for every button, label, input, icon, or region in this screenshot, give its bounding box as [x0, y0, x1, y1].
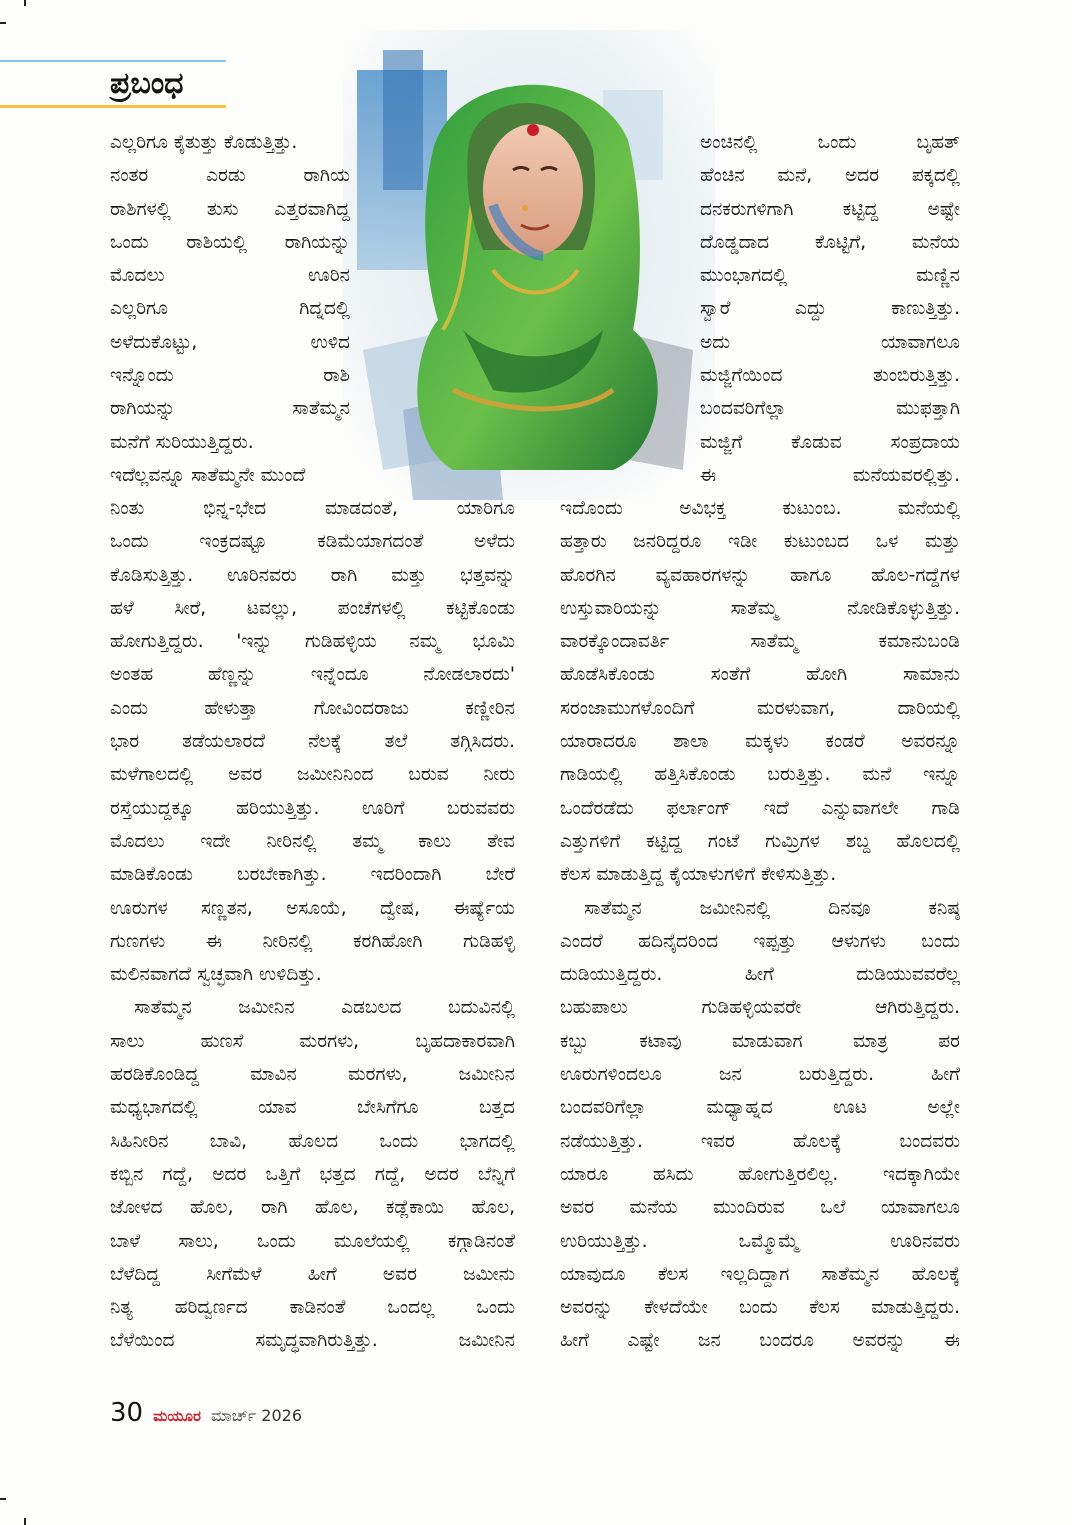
text-line: ಹೊಡೆಸಿಕೊಂಡು ಸಂತೆಗೆ ಹೋಗಿ ಸಾಮಾನು [560, 664, 960, 686]
text-line: ಸಾತೆಮ್ಮನ ಜಮೀನಿನಲ್ಲಿ ದಿನವೂ ಕನಿಷ್ಠ [584, 897, 960, 919]
text-line: ಎತ್ತುಗಳಿಗೆ ಕಟ್ಟಿದ್ದ ಗಂಟೆ ಗುಮ್ರಿಗಳ ಶಬ್ದ ಹೊಲದಲ್ಲಿ [560, 830, 960, 852]
text-line: ಯಾವುದೂ ಕೆಲಸ ಇಲ್ಲದಿದ್ದಾಗ ಸಾತೆಮ್ಮನ ಹೊಲಕ್ಕೆ [560, 1263, 960, 1285]
column-right-top [700, 126, 960, 492]
text-line: ಹೋಗುತ್ತಿದ್ದರು. 'ಇನ್ನು ಗುಡಿಹಳ್ಳಿಯ ನಮ್ಮ ಭೂಮಿ [110, 631, 515, 653]
text-line: ಹಳೆ ಸೀರೆ, ಟವಲ್ಲು, ಪಂಚೆಗಳಲ್ಲಿ ಕಟ್ಟಿಕೊಂಡು [110, 597, 515, 619]
crop-mark [24, 1518, 26, 1525]
text-line: ದೊಡ್ಡದಾದ ಕೊಟ್ಟಿಗೆ, ಮನೆಯ [700, 231, 960, 253]
text-line: ಕೆಲಸ ಮಾಡುತ್ತಿದ್ದ ಕೈಯಾಳುಗಳಿಗೆ ಕೇಳಿಸುತ್ತಿತ್ತು. [560, 864, 837, 886]
text-line: ಮಧ್ಯಭಾಗದಲ್ಲಿ ಯಾವ ಬೇಸಿಗೆಗೂ ಬತ್ತದ [110, 1097, 515, 1119]
text-line: ನಡೆಯುತ್ತಿತ್ತು. ಇವರ ಹೊಲಕ್ಕೆ ಬಂದವರು [560, 1130, 960, 1152]
text-line: ಬಂದವರಿಗೆಲ್ಲಾ ಮಧ್ಯಾಹ್ನದ ಊಟ ಅಲ್ಲೇ [560, 1097, 960, 1119]
text-line: ಊರುಗಳ ಸಣ್ಣತನ, ಅಸೂಯೆ, ದ್ವೇಷ, ಈರ್ಷ್ಯೆಯ [110, 897, 515, 919]
text-line: ಉಸ್ತುವಾರಿಯನ್ನು ಸಾತೆಮ್ಮ ನೋಡಿಕೊಳ್ಳುತ್ತಿತ್ತು. [560, 597, 960, 619]
text-line: ಮಜ್ಜಿಗೆಯಿಂದ ತುಂಬಿರುತ್ತಿತ್ತು. [700, 365, 960, 387]
text-line: ಒಂದೆರಡೆದು ಫರ್ಲಾಂಗ್ ಇದೆ ಎನ್ನುವಾಗಲೇ ಗಾಡಿ [560, 797, 960, 819]
text-line: ಮಲಿನವಾಗದೆ ಸ್ವಚ್ಛವಾಗಿ ಉಳಿದಿತ್ತು. [110, 964, 322, 986]
text-line: ಗುಣಗಳು ಈ ನೀರಿನಲ್ಲಿ ಕರಗಿಹೋಗಿ ಗುಡಿಹಳ್ಳಿ [110, 930, 515, 952]
text-line: ಅಳೆದುಕೊಟ್ಟು, ಉಳಿದ [110, 331, 350, 353]
text-line: ಸಾಲು ಹುಣಸೆ ಮರಗಳು, ಬೃಹದಾಕಾರವಾಗಿ [110, 1030, 515, 1052]
text-line: ರಾಗಿಯನ್ನು ಸಾತೆಮ್ಮನ [110, 398, 350, 420]
text-line: ಸ್ವಾರೆ ಎದ್ದು ಕಾಣುತ್ತಿತ್ತು. [700, 298, 960, 320]
text-line: ರಸ್ತೆಯುದ್ದಕ್ಕೂ ಹರಿಯುತ್ತಿತ್ತು. ಊರಿಗೆ ಬರುವವರು [110, 797, 515, 819]
text-line: ವಾರಕ್ಕೊಂದಾವರ್ತಿ ಸಾತೆಮ್ಮ ಕಮಾನುಬಂಡಿ [560, 631, 960, 653]
text-line: ಅಂತಹ ಹೆಣ್ಣನ್ನು ಇನ್ನೆಂದೂ ನೋಡಲಾರದು' [110, 664, 515, 686]
text-line: ಹರಡಿಕೊಂಡಿದ್ದ ಮಾವಿನ ಮರಗಳು, ಜಮೀನಿನ [110, 1064, 515, 1086]
woman-green-saree-painting-icon [343, 30, 715, 500]
text-line: ಮಜ್ಜಿಗೆ ಕೊಡುವ ಸಂಪ್ರದಾಯ [700, 431, 960, 453]
text-line: ಇದೆಲ್ಲವನ್ನೂ ಸಾತೆಮ್ಮನೇ ಮುಂದೆ [110, 464, 306, 486]
text-line: ಮುಂಭಾಗದಲ್ಲಿ ಮಣ್ಣಿನ [700, 265, 960, 287]
text-line: ಎಂದು ಹೇಳುತ್ತಾ ಗೋವಿಂದರಾಜು ಕಣ್ಣೀರಿನ [110, 697, 515, 719]
page-number: 30 [110, 1398, 144, 1428]
column-left-top [110, 126, 350, 492]
text-line: ಇದೊಂದು ಅವಿಭಕ್ತ ಕುಟುಂಬ. ಮನೆಯಲ್ಲಿ [560, 498, 960, 519]
text-line: ಬಂದವರಿಗೆಲ್ಲಾ ಮುಫತ್ತಾಗಿ [700, 398, 960, 420]
text-line: ದುಡಿಯುತ್ತಿದ್ದರು. ಹೀಗೆ ದುಡಿಯುವವರೆಲ್ಲ [560, 964, 960, 986]
text-line: ಹತ್ತಾರು ಜನರಿದ್ದರೂ ಇಡೀ ಕುಟುಂಬದ ಒಳ ಮತ್ತು [560, 531, 960, 553]
text-line: ಅವರ ಮನೆಯ ಮುಂದಿರುವ ಒಲೆ ಯಾವಾಗಲೂ [560, 1197, 960, 1219]
section-title: ಪ್ರಬಂಧ [110, 66, 184, 101]
text-line: ಮೊದಲು ಇದೇ ನೀರಿನಲ್ಲಿ ತಮ್ಮ ಕಾಲು ತೇವ [110, 830, 515, 852]
page-footer [110, 1395, 302, 1431]
text-line: ಉರಿಯುತ್ತಿತ್ತು. ಒಮ್ಮೊಮ್ಮೆ ಊರಿನವರು [560, 1230, 960, 1252]
text-line: ಕಬ್ಬಿನ ಗದ್ದೆ, ಅದರ ಒತ್ತಿಗೆ ಭತ್ತದ ಗದ್ದೆ, ಅದರ ಬೆನ್ನಿಗೆ [110, 1163, 515, 1185]
text-line: ಯಾರೂ ಹಸಿದು ಹೋಗುತ್ತಿರಲಿಲ್ಲ. ಇದಕ್ಕಾಗಿಯೇ [560, 1163, 960, 1185]
column-right-bottom [560, 492, 960, 1358]
heading-bottom-rule [0, 105, 226, 108]
text-line: ನಿತ್ಯ ಹರಿದ್ವರ್ಣದ ಕಾಡಿನಂತೆ ಒಂದಲ್ಲ ಒಂದು [110, 1297, 515, 1319]
text-line: ಬಹುಪಾಲು ಗುಡಿಹಳ್ಳಿಯವರೇ ಆಗಿರುತ್ತಿದ್ದರು. [560, 997, 960, 1019]
text-line: ದನಕರುಗಳಿಗಾಗಿ ಕಟ್ಟಿದ್ದ ಅಷ್ಟೇ [700, 198, 960, 220]
issue-date: ಮಾರ್ಚ್ 2026 [210, 1406, 303, 1425]
text-line: ಹೀಗೆ ಎಷ್ಟೇ ಜನ ಬಂದರೂ ಅವರನ್ನು ಈ [560, 1330, 960, 1352]
text-line: ಅವರನ್ನು ಕೇಳದೆಯೇ ಬಂದು ಕೆಲಸ ಮಾಡುತ್ತಿದ್ದರು. [560, 1297, 960, 1319]
magazine-name: ಮಯೂರ [153, 1407, 201, 1425]
text-line: ಕೊಡಿಸುತ್ತಿತ್ತು. ಊರಿನವರು ರಾಗಿ ಮತ್ತು ಭತ್ತವನ್ನು [110, 564, 515, 586]
crop-mark [0, 22, 6, 24]
text-line: ಭಾರ ತಡೆಯಲಾರದೆ ನೆಲಕ್ಕೆ ತಲೆ ತಗ್ಗಿಸಿದರು. [110, 731, 515, 753]
text-line: ಎಲ್ಲರಿಗೂ ಗಿದ್ನದಲ್ಲಿ [110, 298, 350, 320]
text-line: ಸರಂಜಾಮುಗಳೊಂದಿಗೆ ಮರಳುವಾಗ, ದಾರಿಯಲ್ಲಿ [560, 697, 960, 719]
text-line: ಎಲ್ಲರಿಗೂ ಕೈತುತ್ತು ಕೊಡುತ್ತಿತ್ತು. [110, 132, 298, 153]
text-line: ಮನೆಗೆ ಸುರಿಯುತ್ತಿದ್ದರು. [110, 431, 254, 453]
text-line: ಈ ಮನೆಯವರಲ್ಲಿತ್ತು. [700, 464, 960, 486]
text-line: ಮಾಡಿಕೊಂಡು ಬರಬೇಕಾಗಿತ್ತು. ಇದರಿಂದಾಗಿ ಬೇರೆ [110, 864, 515, 886]
text-line: ಕಬ್ಬು ಕಟಾವು ಮಾಡುವಾಗ ಮಾತ್ರ ಪರ [560, 1030, 960, 1052]
text-line: ಒಂದು ರಾಶಿಯಲ್ಲಿ ರಾಗಿಯನ್ನು [110, 231, 350, 253]
text-line: ರಾಶಿಗಳಲ್ಲಿ ತುಸು ಎತ್ತರವಾಗಿದ್ದ [110, 198, 350, 220]
text-line: ಬೆಳೆದಿದ್ದ ಸೀಗೆಮೆಳೆ ಹೀಗೆ ಅವರ ಜಮೀನು [110, 1263, 515, 1285]
crop-mark [24, 0, 26, 6]
text-line: ಬಾಳೆ ಸಾಲು, ಒಂದು ಮೂಲೆಯಲ್ಲಿ ಕಗ್ಗಾಡಿನಂತೆ [110, 1230, 515, 1252]
text-line: ಒಂದು ಇಂಕ್ರದಷ್ಟೂ ಕಡಿಮೆಯಾಗದಂತೆ ಅಳೆದು [110, 531, 515, 553]
text-line: ಯಾರಾದರೂ ಶಾಲಾ ಮಕ್ಕಳು ಕಂಡರೆ ಅವರನ್ನೂ [560, 731, 960, 753]
text-line: ಮಳೆಗಾಲದಲ್ಲಿ ಅವರ ಜಮೀನಿನಿಂದ ಬರುವ ನೀರು [110, 764, 515, 786]
text-line: ನಂತರ ಎರಡು ರಾಗಿಯ [110, 165, 350, 187]
text-line: ನಿಂತು ಭಿನ್ನ-ಭೇದ ಮಾಡದಂತೆ, ಯಾರಿಗೂ [110, 498, 515, 519]
text-line: ಮೊದಲು ಊರಿನ [110, 265, 350, 287]
text-line: ಅದು ಯಾವಾಗಲೂ [700, 331, 960, 353]
text-line: ಸಾತೆಮ್ಮನ ಜಮೀನಿನ ಎಡಬಲದ ಬದುವಿನಲ್ಲಿ [134, 997, 515, 1019]
column-left-bottom [110, 492, 515, 1358]
text-line: ಅಂಚಿನಲ್ಲಿ ಒಂದು ಬೃಹತ್ [700, 132, 960, 153]
text-line: ಬೆಳೆಯಿಂದ ಸಮೃದ್ಧವಾಗಿರುತ್ತಿತ್ತು. ಜಮೀನಿನ [110, 1330, 515, 1352]
text-line: ಹೊರಗಿನ ವ್ಯವಹಾರಗಳನ್ನು ಹಾಗೂ ಹೊಲ-ಗದ್ದೆಗಳ [560, 564, 960, 586]
text-line: ಸಿಹಿನೀರಿನ ಬಾವಿ, ಹೊಲದ ಒಂದು ಭಾಗದಲ್ಲಿ [110, 1130, 515, 1152]
text-line: ಹೆಂಚಿನ ಮನೆ, ಅದರ ಪಕ್ಕದಲ್ಲಿ [700, 165, 960, 187]
text-line: ಇನ್ನೊಂದು ರಾಶಿ [110, 365, 350, 387]
heading-top-rule [0, 60, 226, 62]
text-line: ಗಾಡಿಯಲ್ಲಿ ಹತ್ತಿಸಿಕೊಂಡು ಬರುತ್ತಿತ್ತು. ಮನೆ ಇನ್ನೂ [560, 764, 960, 786]
text-line: ಎಂದರೆ ಹದಿನೈದರಿಂದ ಇಪ್ಪತ್ತು ಆಳುಗಳು ಬಂದು [560, 930, 960, 952]
text-line: ಜೋಳದ ಹೊಲ, ರಾಗಿ ಹೊಲ, ಕಡ್ಲೆಕಾಯಿ ಹೊಲ, [110, 1197, 515, 1219]
crop-mark [0, 1498, 6, 1500]
text-line: ಊರುಗಳಿಂದಲೂ ಜನ ಬರುತ್ತಿದ್ದರು. ಹೀಗೆ [560, 1064, 960, 1086]
